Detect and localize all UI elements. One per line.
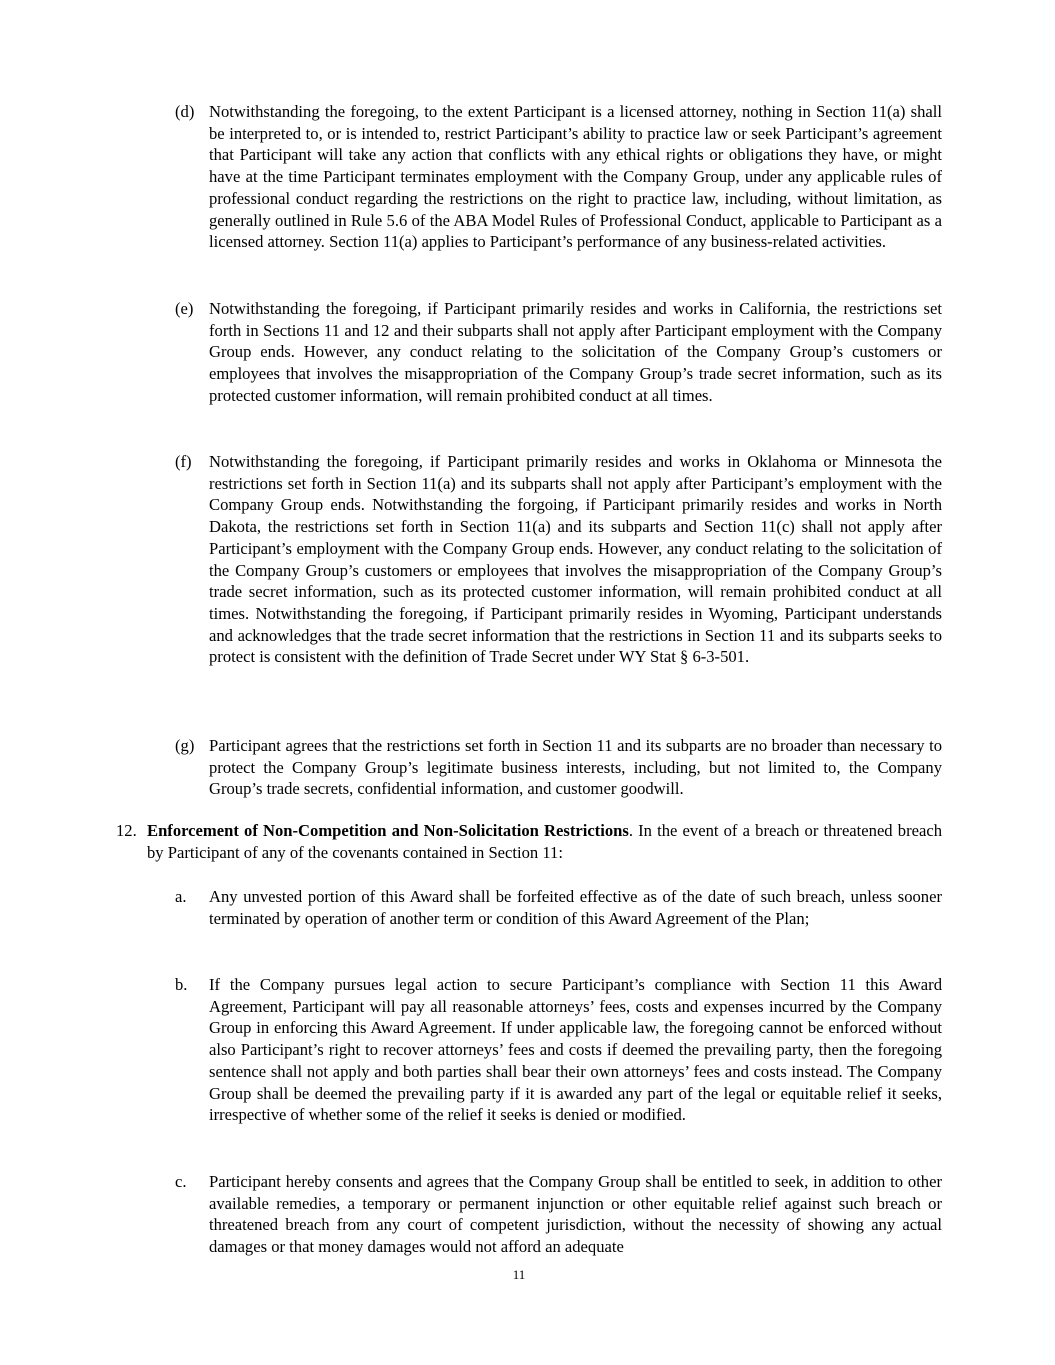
paragraph-f	[175, 451, 942, 668]
paragraph-text: Notwithstanding the foregoing, if Participant primarily resides and works in California, the restrictions set forth in Sections 11 and 12 and their subparts shall not apply after Participant employment with the Company Group ends. However, any conduct relating to the solicitation of the Company Group’s customers or employees that involves the misappropriation of the Company Group’s trade secret information, such as its protected customer information, will remain prohibited conduct at all times.	[209, 299, 942, 405]
section-heading: Enforcement of Non-Competition and Non-Solicitation Restrictions	[147, 821, 629, 840]
paragraph-marker: (e)	[175, 299, 194, 318]
section-12	[116, 820, 942, 863]
list-item-text: Any unvested portion of this Award shall be forfeited effective as of the date of such breach, unless sooner terminated by operation of another term or condition of this Award Agreement of the Plan;	[209, 887, 942, 928]
list-item-marker: a.	[175, 887, 187, 906]
list-item-text: Participant hereby consents and agrees that the Company Group shall be entitled to seek, in addition to other available remedies, a temporary or permanent injunction or other equitable relief against such breach or threatened breach from any court of competent jurisdiction, without the necessity of showing any actual damages or that money damages would not afford an adequate	[209, 1172, 942, 1257]
paragraph-text: Participant agrees that the restrictions set forth in Section 11 and its subparts are no broader than necessary to protect the Company Group’s legitimate business interests, including, but not limited to, the Company Group’s trade secrets, confidential information, and customer goodwill.	[209, 736, 942, 799]
list-item-marker: b.	[175, 975, 188, 994]
paragraph-e	[175, 298, 942, 407]
section-12-intro	[147, 820, 942, 863]
list-item-c	[175, 1171, 942, 1258]
list-item-marker: c.	[175, 1172, 187, 1191]
paragraph-text: Notwithstanding the foregoing, if Participant primarily resides and works in Oklahoma or Minnesota the restrictions set forth in Section 11(a) and its subparts shall not apply after Participant’s employment with the Company Group ends. Notwithstanding the forgoing, if Participant primarily resides and works in North Dakota, the restrictions set forth in Section 11(a) and its subparts and Section 11(c) shall not apply after Participant’s employment with the Company Group ends. However, any conduct relating to the solicitation of the Company Group’s customers or employees that involves the misappropriation of the Company Group’s trade secret information, such as its protected customer information, will remain prohibited conduct at all times. Notwithstanding the foregoing, if Participant primarily resides in Wyoming, Participant understands and acknowledges that the trade secret information that the restrictions in Section 11 and its subparts seeks to protect is consistent with the definition of Trade Secret under WY Stat § 6-3-501.	[209, 452, 942, 667]
paragraph-marker: (g)	[175, 736, 195, 755]
paragraph-marker: (d)	[175, 102, 195, 121]
paragraph-d	[175, 101, 942, 253]
section-intro-text: . In the event of a breach or threatened breach by Participant of any of the covenants contained in Section 11:	[147, 821, 942, 862]
paragraph-marker: (f)	[175, 452, 192, 471]
paragraph-text: Notwithstanding the foregoing, to the extent Participant is a licensed attorney, nothing in Section 11(a) shall be interpreted to, or is intended to, restrict Participant’s ability to practice law or seek Participant’s agreement that Participant will take any action that conflicts with any ethical rights or obligations they have, or might have at the time Participant terminates employment with the Company Group, under any applicable rules of professional conduct regarding the restrictions on the right to practice law, including, without limitation, as generally outlined in Rule 5.6 of the ABA Model Rules of Professional Conduct, applicable to Participant as a licensed attorney. Section 11(a) applies to Participant’s performance of any business-related activities.	[209, 102, 942, 252]
page-number: 11	[512, 1267, 526, 1282]
list-item-b	[175, 974, 942, 1126]
list-item-a	[175, 886, 942, 929]
paragraph-g	[175, 735, 942, 800]
section-number: 12.	[116, 821, 137, 840]
list-item-text: If the Company pursues legal action to secure Participant’s compliance with Section 11 this Award Agreement, Participant will pay all reasonable attorneys’ fees, costs and expenses incurred by the Company Group in enforcing this Award Agreement. If under applicable law, the foregoing cannot be enforced without also Participant’s right to recover attorneys’ fees and costs if deemed the prevailing party, then the foregoing sentence shall not apply and both parties shall bear their own attorneys’ fees and costs instead. The Company Group shall be deemed the prevailing party if it is awarded any part of the legal or equitable relief it seeks, irrespective of whether some of the relief it seeks is denied or modified.	[209, 975, 942, 1125]
